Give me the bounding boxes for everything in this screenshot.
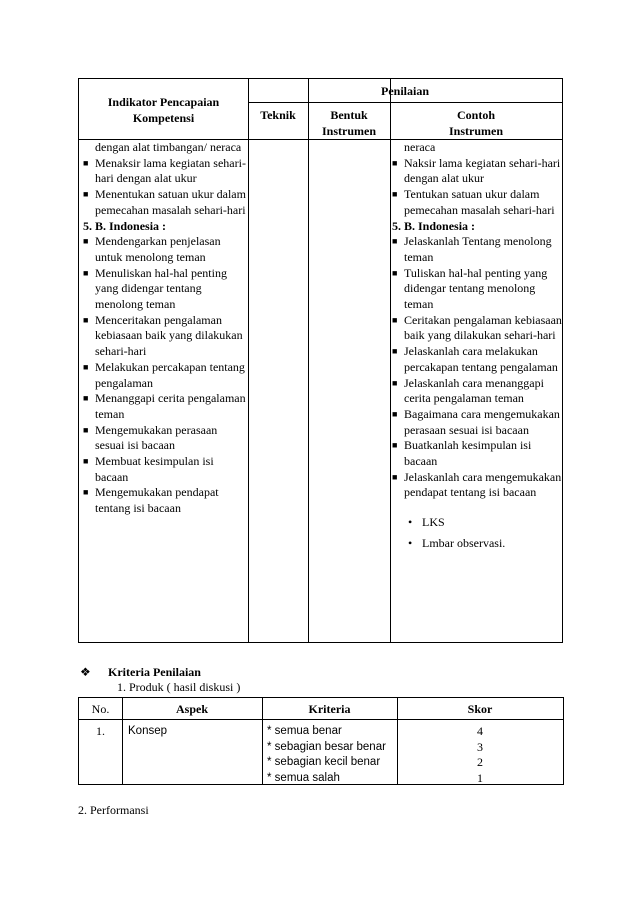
row-no: 1. (96, 724, 105, 738)
square-bullet-icon: ■ (83, 189, 89, 200)
square-bullet-icon: ■ (83, 393, 89, 404)
bullet-dot-icon: • (408, 515, 413, 530)
contoh-instrumen-column (392, 140, 564, 557)
list-item (83, 391, 247, 422)
list-item (83, 485, 247, 516)
list-item (392, 470, 564, 501)
list-item-text: Menanggapi cerita pengalaman teman (95, 391, 246, 421)
square-bullet-icon: ■ (83, 157, 89, 168)
list-item (392, 234, 564, 265)
list-item-text: Menceritakan pengalaman kebiasaan baik yang dilakukan sehari-hari (95, 312, 243, 359)
square-bullet-icon: ■ (83, 267, 89, 278)
section-heading: 5. B. Indonesia : (392, 218, 476, 233)
header-teknik: Teknik (260, 108, 296, 122)
list-item (392, 376, 564, 407)
square-bullet-icon: ■ (392, 440, 398, 451)
instrumen-text: LKS (422, 515, 445, 530)
list-item-text: Menentukan satuan ukur dalam pemecahan masalah sehari-hari (95, 187, 246, 217)
square-bullet-icon: ■ (83, 236, 89, 247)
header-contoh-instrumen: Contoh Instrumen (448, 108, 503, 138)
list-item-text: Tuliskan hal-hal penting yang didengar tentang menolong teman (404, 265, 548, 312)
kriteria-title: Kriteria Penilaian (108, 665, 201, 679)
row-skor-list (397, 724, 563, 786)
list-item-text: Membuat kesimpulan isi bacaan (95, 454, 214, 484)
continued-text: dengan alat timbangan/ neraca (95, 140, 242, 154)
diamond-bullet-icon: ❖ (80, 665, 91, 679)
list-item (83, 234, 247, 265)
list-item (392, 266, 564, 313)
list-item (392, 344, 564, 375)
list-item-text: Jelaskanlah cara mengemukakan pendapat tentang isi bacaan (404, 469, 562, 500)
square-bullet-icon: ■ (392, 314, 398, 325)
kriteria-item: * sebagian kecil benar (267, 756, 381, 768)
column-divider (390, 79, 391, 642)
bullet-dot-icon: • (408, 535, 413, 550)
row-aspek: Konsep (128, 725, 168, 737)
list-item (392, 407, 564, 438)
header-no: No. (91, 702, 110, 716)
list-item (83, 423, 247, 454)
square-bullet-icon: ■ (392, 157, 398, 168)
list-item (83, 313, 247, 360)
list-item (83, 454, 247, 485)
list-item (83, 187, 247, 218)
square-bullet-icon: ■ (392, 236, 398, 247)
list-item-text: Menaksir lama kegiatan sehari-hari dengan alat ukur (95, 155, 246, 186)
square-bullet-icon: ■ (83, 361, 89, 372)
header-penilaian: Penilaian (380, 84, 429, 98)
skor-value: 3 (477, 739, 483, 754)
kriteria-item: * semua benar (267, 725, 342, 737)
kriteria-item: * semua salah (267, 771, 340, 784)
list-item-text: Mendengarkan penjelasan untuk menolong teman (95, 234, 221, 264)
skor-value: 4 (477, 724, 483, 738)
header-divider (248, 102, 562, 103)
spacer (392, 501, 564, 515)
list-item-text: Ceritakan pengalaman kebiasaan baik yang dilakukan sehari-hari (404, 312, 562, 343)
square-bullet-icon: ■ (392, 408, 398, 419)
assessment-table (78, 78, 563, 643)
row-kriteria-list (267, 724, 386, 786)
square-bullet-icon: ■ (83, 456, 89, 467)
square-bullet-icon: ■ (83, 424, 89, 435)
instrumen-text: Lmbar observasi. (422, 535, 506, 550)
list-item-text: Melakukan percakapan tentang pengalaman (95, 359, 245, 390)
square-bullet-icon: ■ (83, 314, 89, 325)
instrumen-item (392, 536, 564, 552)
list-item-text: Jelaskanlah cara menanggapi cerita pengalaman teman (404, 375, 544, 406)
list-item-text: Naksir lama kegiatan sehari-hari dengan alat ukur (404, 155, 561, 186)
indikator-column (83, 140, 247, 517)
square-bullet-icon: ■ (392, 346, 398, 357)
section-heading: 5. B. Indonesia : (83, 218, 167, 233)
instrumen-item (392, 515, 564, 531)
list-item-text: Tentukan satuan ukur dalam pemecahan masalah sehari-hari (404, 187, 555, 217)
list-item-text: Buatkanlah kesimpulan isi bacaan (404, 438, 532, 469)
list-item (83, 266, 247, 313)
square-bullet-icon: ■ (392, 471, 398, 482)
performansi-heading: 2. Performansi (78, 803, 149, 817)
list-item-text: Mengemukakan perasaan sesuai isi bacaan (95, 422, 218, 453)
header-bentuk-instrumen: Bentuk Instrumen (321, 108, 376, 138)
header-kriteria: Kriteria (308, 702, 351, 716)
square-bullet-icon: ■ (83, 487, 89, 498)
kriteria-heading (80, 665, 201, 680)
header-aspek: Aspek (175, 702, 208, 716)
column-divider (248, 79, 249, 642)
square-bullet-icon: ■ (392, 267, 398, 278)
kriteria-item: * sebagian besar benar (267, 740, 386, 753)
skor-value: 1 (477, 770, 483, 785)
list-item (392, 438, 564, 469)
header-skor: Skor (467, 702, 493, 716)
list-item (83, 156, 247, 187)
skor-value: 2 (477, 755, 483, 769)
list-item-text: Jelaskanlah Tentang menolong teman (404, 234, 552, 264)
list-item-text: Menuliskan hal-hal penting yang didengar tentang menolong teman (95, 265, 227, 312)
header-bottom-line (79, 719, 563, 720)
list-item (392, 187, 564, 218)
list-item-text: Mengemukakan pendapat tentang isi bacaan (95, 485, 219, 516)
list-item-text: Jelaskanlah cara melakukan percakapan tentang pengalaman (404, 344, 558, 374)
header-indikator: Indikator Pencapaian Kompetensi (107, 95, 220, 125)
list-item (392, 313, 564, 344)
kriteria-table (78, 697, 564, 785)
square-bullet-icon: ■ (392, 377, 398, 388)
column-divider (308, 79, 309, 642)
kriteria-subtitle: 1. Produk ( hasil diskusi ) (117, 680, 241, 694)
list-item (392, 156, 564, 187)
list-item-text: Bagaimana cara mengemukakan perasaan sesuai isi bacaan (404, 406, 560, 437)
list-item (83, 360, 247, 391)
continued-text: neraca (404, 140, 436, 154)
square-bullet-icon: ■ (392, 189, 398, 200)
